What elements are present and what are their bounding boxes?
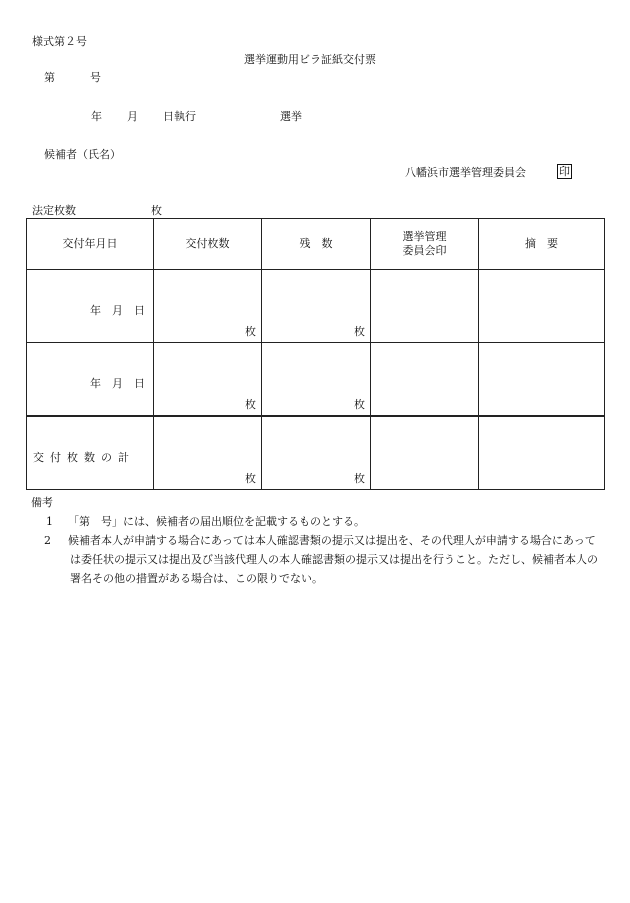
note-text: 候補者本人が申請する場合にあっては本人確認書類の提示又は提出を、その代理人が申請する場合にあっては委任状の提示又は提出及び当該代理人の本人確認書類の提示又は提出を行うこと。ただし、候補者本人の署名その他の措置がある場合は、この限りでない。 (68, 534, 598, 585)
note-number: 2 (44, 534, 51, 547)
unit-label: 枚 (354, 325, 365, 338)
header-remaining: 残 数 (262, 219, 371, 270)
unit-label: 枚 (245, 398, 256, 411)
date-text: 年 月 日 (90, 377, 145, 390)
unit-label: 枚 (354, 472, 365, 485)
total-seal-cell[interactable] (371, 416, 479, 490)
total-label: 交付枚数の計 (33, 451, 135, 464)
go-label: 号 (90, 71, 101, 84)
seal-cell[interactable] (371, 343, 479, 417)
table-header-row (27, 219, 605, 270)
legal-count-unit: 枚 (151, 204, 162, 217)
issuance-table (26, 218, 605, 490)
note-item (32, 512, 604, 531)
form-number: 様式第２号 (32, 35, 87, 48)
issue-count-cell[interactable] (154, 343, 262, 417)
header-committee-seal-text: 選挙管理 委員会印 (402, 230, 447, 257)
year-label: 年 (91, 110, 102, 123)
seal-cell[interactable] (371, 270, 479, 343)
note-text: 「第 号」には、候補者の届出順位を記載するものとする。 (68, 515, 365, 528)
number-label: 第 (44, 71, 55, 84)
legal-count-label: 法定枚数 (32, 204, 76, 217)
seal-mark: 印 (559, 165, 570, 178)
day-held-label: 日執行 (163, 110, 196, 123)
unit-label: 枚 (245, 472, 256, 485)
date-cell[interactable] (27, 270, 154, 343)
notes-section (32, 493, 604, 588)
issue-count-cell[interactable] (154, 270, 262, 343)
unit-label: 枚 (245, 325, 256, 338)
candidate-label: 候補者（氏名） (44, 148, 121, 161)
header-committee-seal (371, 219, 479, 270)
total-remarks-cell[interactable] (479, 416, 605, 490)
total-issue-count-cell[interactable] (154, 416, 262, 490)
notes-heading: 備考 (31, 496, 53, 509)
committee-name: 八幡浜市選挙管理委員会 (405, 166, 526, 179)
total-label-cell (27, 416, 154, 490)
month-label: 月 (127, 110, 138, 123)
unit-label: 枚 (354, 398, 365, 411)
remaining-cell[interactable] (262, 343, 371, 417)
election-label: 選挙 (280, 110, 302, 123)
date-text: 年 月 日 (90, 304, 145, 317)
header-remarks: 摘 要 (479, 219, 605, 270)
note-number: 1 (46, 515, 53, 528)
remarks-cell[interactable] (479, 270, 605, 343)
table-row (27, 343, 605, 417)
date-cell[interactable] (27, 343, 154, 417)
total-row (27, 416, 605, 490)
remarks-cell[interactable] (479, 343, 605, 417)
remaining-cell[interactable] (262, 270, 371, 343)
table-row (27, 270, 605, 343)
note-item (32, 531, 598, 588)
header-issue-date: 交付年月日 (27, 219, 154, 270)
page-title: 選挙運動用ビラ証紙交付票 (244, 53, 376, 66)
header-issue-count: 交付枚数 (154, 219, 262, 270)
total-remaining-cell[interactable] (262, 416, 371, 490)
